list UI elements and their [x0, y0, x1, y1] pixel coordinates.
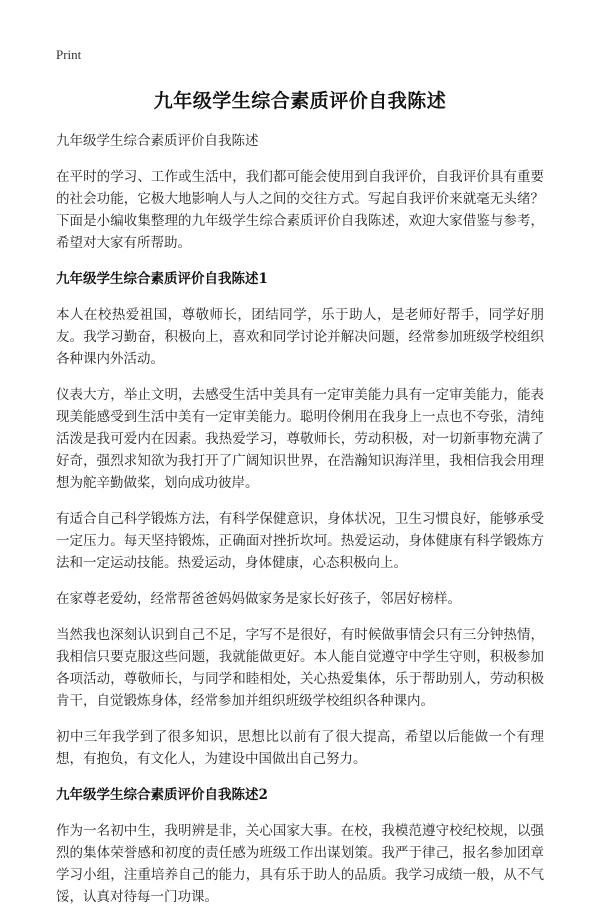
section-1-paragraph-1: 本人在校热爱祖国，尊敬师长，团结同学，乐于助人，是老师好帮手，同学好朋友。我学习勤奋，积极向上，喜欢和同学讨论并解决问题，经常参加班级学校组织各种课内外活动。	[56, 307, 544, 367]
section-1-paragraph-6: 初中三年我学到了很多知识，思想比以前有了很大提高，希望以后能做一个有理想，有抱负，有文化人，为建设中国做出自己努力。	[56, 729, 544, 767]
print-link[interactable]: Print	[56, 47, 82, 62]
document-title: 九年级学生综合素质评价自我陈述	[153, 90, 447, 112]
section-heading-2: 九年级学生综合素质评价自我陈述2	[56, 787, 268, 803]
section-1-paragraph-3: 有适合自己科学锻炼方法，有科学保健意识，身体状况，卫生习惯良好，能够承受一定压力。每天坚持锻炼，正确面对挫折坎坷。热爱运动，身体健康有科学锻炼方法和一定运动技能。热爱运动，身体健康，心态积极向上。	[56, 511, 544, 571]
section-1-paragraph-4: 在家尊老爱幼，经常帮爸爸妈妈做家务是家长好孩子，邻居好榜样。	[56, 591, 461, 607]
section-heading-1: 九年级学生综合素质评价自我陈述1	[56, 271, 268, 287]
section-1-paragraph-5: 当然我也深刻认识到自己不足，字写不是很好，有时候做事情会只有三分钟热情，我相信只要克服这些问题，我就能做更好。本人能自觉遵守中学生守则，积极参加各项活动，尊敬师长，与同学和睦相处，关心热爱集体，乐于帮助别人，劳动积极肯干，自觉锻炼身体，经常参加并组织班级学校组织各种课内。	[56, 627, 544, 709]
document-subtitle: 九年级学生综合素质评价自我陈述	[56, 133, 259, 149]
intro-paragraph: 在平时的学习、工作或生活中，我们都可能会使用到自我评价，自我评价具有重要的社会功能，它极大地影响人与人之间的交往方式。写起自我评价来就毫无头绪？下面是小编收集整理的九年级学生综合素质评价自我陈述，欢迎大家借鉴与参考，希望对大家有所帮助。	[56, 169, 544, 251]
section-1-paragraph-2: 仪表大方，举止文明，去感受生活中美具有一定审美能力具有一定审美能力，能表现美能感受到生活中美有一定审美能力。聪明伶俐用在我身上一点也不夸张，清纯活泼是我可爱内在因素。我热爱学习，尊敬师长，劳动积极，对一切新事物充满了好奇，强烈求知欲为我打开了广阔知识世界，在浩瀚知识海洋里，我相信我会用理想为舵辛勤做桨，划向成功彼岸。	[56, 387, 544, 491]
section-2-paragraph-1: 作为一名初中生，我明辨是非，关心国家大事。在校，我模范遵守校纪校规，以强烈的集体荣誉感和初度的责任感为班级工作出谋划策。我严于律己，报名参加团章学习小组，注重培养自己的能力，具有乐于助人的品质。我学习成绩一般，从不气馁，认真对待每一门功课。	[56, 823, 544, 905]
